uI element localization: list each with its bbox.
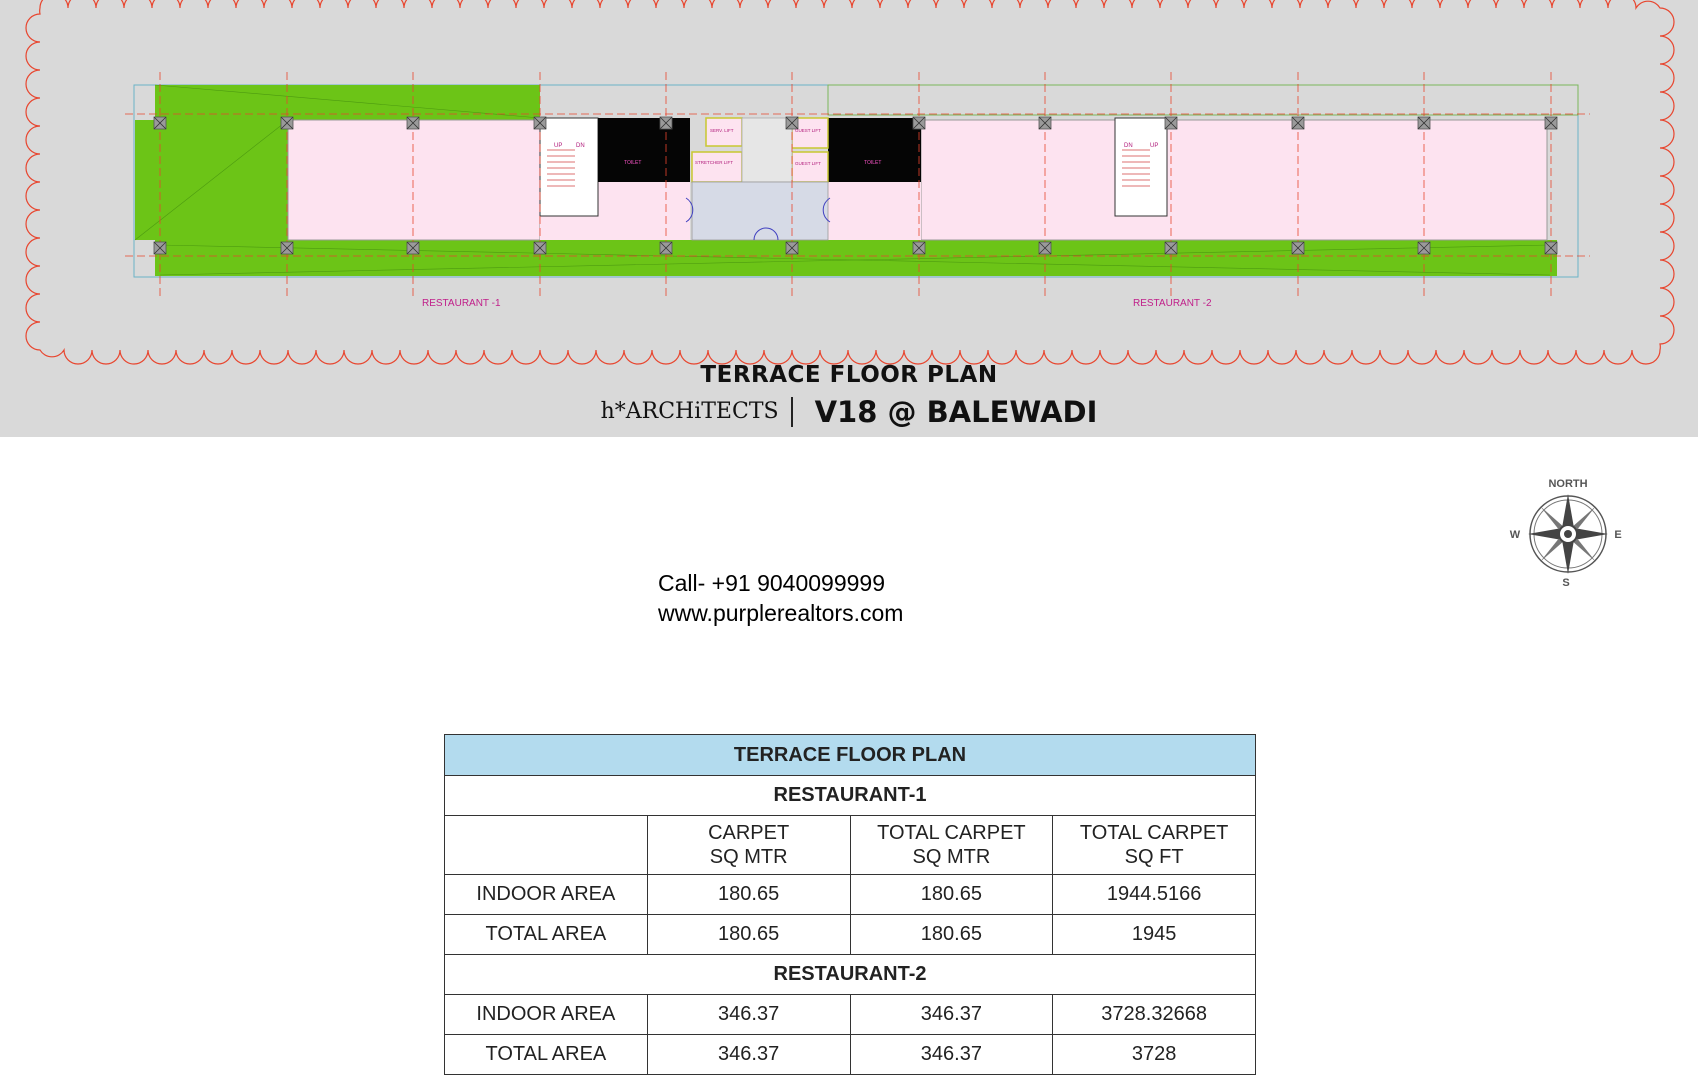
table-title: TERRACE FLOOR PLAN (445, 735, 1256, 776)
row-label: INDOOR AREA (445, 995, 648, 1035)
column-marker (154, 117, 166, 129)
column-header (647, 816, 850, 875)
row-label: TOTAL AREA (445, 915, 648, 955)
column-header-line: SQ FT (1124, 846, 1184, 868)
lobby (742, 118, 792, 182)
table-cell: 180.65 (647, 875, 850, 915)
column-header-blank (445, 816, 648, 875)
table-title-row (445, 735, 1256, 776)
contact-website[interactable]: www.purplerealtors.com (658, 600, 904, 626)
table-cell: 180.65 (850, 915, 1053, 955)
contact-phone: Call- +91 9040099999 (658, 570, 885, 596)
column-marker (1292, 117, 1304, 129)
stretcher-lift (692, 152, 742, 182)
column-header-line: TOTAL CARPET (1079, 822, 1229, 844)
section-row (445, 776, 1256, 816)
table-cell: 1944.5166 (1053, 875, 1256, 915)
brand-row (0, 392, 1698, 432)
column-marker (1165, 242, 1177, 254)
column-marker (534, 117, 546, 129)
column-marker (1292, 242, 1304, 254)
compass-west-label: W (1509, 529, 1521, 541)
table-row (445, 1035, 1256, 1075)
guest-lift-1-label: GUEST LIFT (795, 128, 821, 133)
column-marker (1039, 242, 1051, 254)
floor-plan-panel (0, 0, 1698, 437)
section-title: RESTAURANT-1 (445, 776, 1256, 816)
plan-title: TERRACE FLOOR PLAN (700, 362, 998, 388)
table-cell: 346.37 (647, 995, 850, 1035)
stair-right-dn-label: DN (1124, 143, 1133, 149)
column-marker (1418, 242, 1430, 254)
column-marker (534, 242, 546, 254)
column-header-line: SQ MTR (912, 846, 991, 868)
stair-left-dn-label: DN (576, 143, 585, 149)
stair-right-up-label: UP (1150, 143, 1159, 149)
column-marker (913, 117, 925, 129)
table-cell: 346.37 (850, 1035, 1053, 1075)
column-header (1053, 816, 1256, 875)
column-marker (1165, 117, 1177, 129)
column-marker (1545, 117, 1557, 129)
table-cell: 3728 (1053, 1035, 1256, 1075)
toilet-left (598, 118, 690, 182)
table-cell: 180.65 (647, 915, 850, 955)
table-cell: 180.65 (850, 875, 1053, 915)
column-header (850, 816, 1053, 875)
column-marker (913, 242, 925, 254)
column-marker (154, 242, 166, 254)
compass-south-label: S (1562, 577, 1570, 588)
toilet-left-label: TOILET (624, 160, 642, 166)
column-marker (1039, 117, 1051, 129)
toilet-right (828, 118, 921, 182)
toilet-right-label: TOILET (864, 160, 882, 166)
column-marker (660, 117, 672, 129)
table-row (445, 915, 1256, 955)
column-header-row (445, 816, 1256, 875)
compass-north-label: NORTH (1548, 478, 1588, 490)
restaurant-2-label: RESTAURANT -2 (1133, 298, 1212, 309)
restaurant-1-label: RESTAURANT -1 (422, 298, 501, 309)
architect-logo: h*ARCHiTECTS (601, 397, 793, 427)
compass-rose (1508, 476, 1628, 588)
column-marker (281, 117, 293, 129)
table-row (445, 875, 1256, 915)
section-row (445, 955, 1256, 995)
guest-lift-2-label: GUEST LIFT (795, 161, 821, 166)
area-table (444, 734, 1256, 1075)
column-marker (660, 242, 672, 254)
row-label: TOTAL AREA (445, 1035, 648, 1075)
table-cell: 3728.32668 (1053, 995, 1256, 1035)
column-header-line: CARPET (708, 822, 790, 844)
table-cell: 346.37 (647, 1035, 850, 1075)
column-marker (407, 242, 419, 254)
serv-lift-label: SERV. LIFT (710, 128, 734, 133)
table-cell: 1945 (1053, 915, 1256, 955)
table-row (445, 995, 1256, 1035)
guest-lift-2 (792, 152, 828, 182)
restaurant-1-indoor (288, 120, 540, 240)
compass-east-label: E (1614, 529, 1622, 541)
row-label: INDOOR AREA (445, 875, 648, 915)
column-marker (281, 242, 293, 254)
column-header-line: TOTAL CARPET (877, 822, 1026, 844)
section-title: RESTAURANT-2 (445, 955, 1256, 995)
column-marker (1545, 242, 1557, 254)
restaurant-2-indoor (921, 120, 1547, 240)
table-cell: 346.37 (850, 995, 1053, 1035)
column-header-line: SQ MTR (709, 846, 788, 868)
stretcher-lift-label: STRETCHER LIFT (695, 160, 734, 165)
column-marker (1418, 117, 1430, 129)
column-marker (786, 242, 798, 254)
stair-left-up-label: UP (554, 143, 563, 149)
column-marker (407, 117, 419, 129)
project-name: V18 @ BALEWADI (814, 395, 1098, 429)
